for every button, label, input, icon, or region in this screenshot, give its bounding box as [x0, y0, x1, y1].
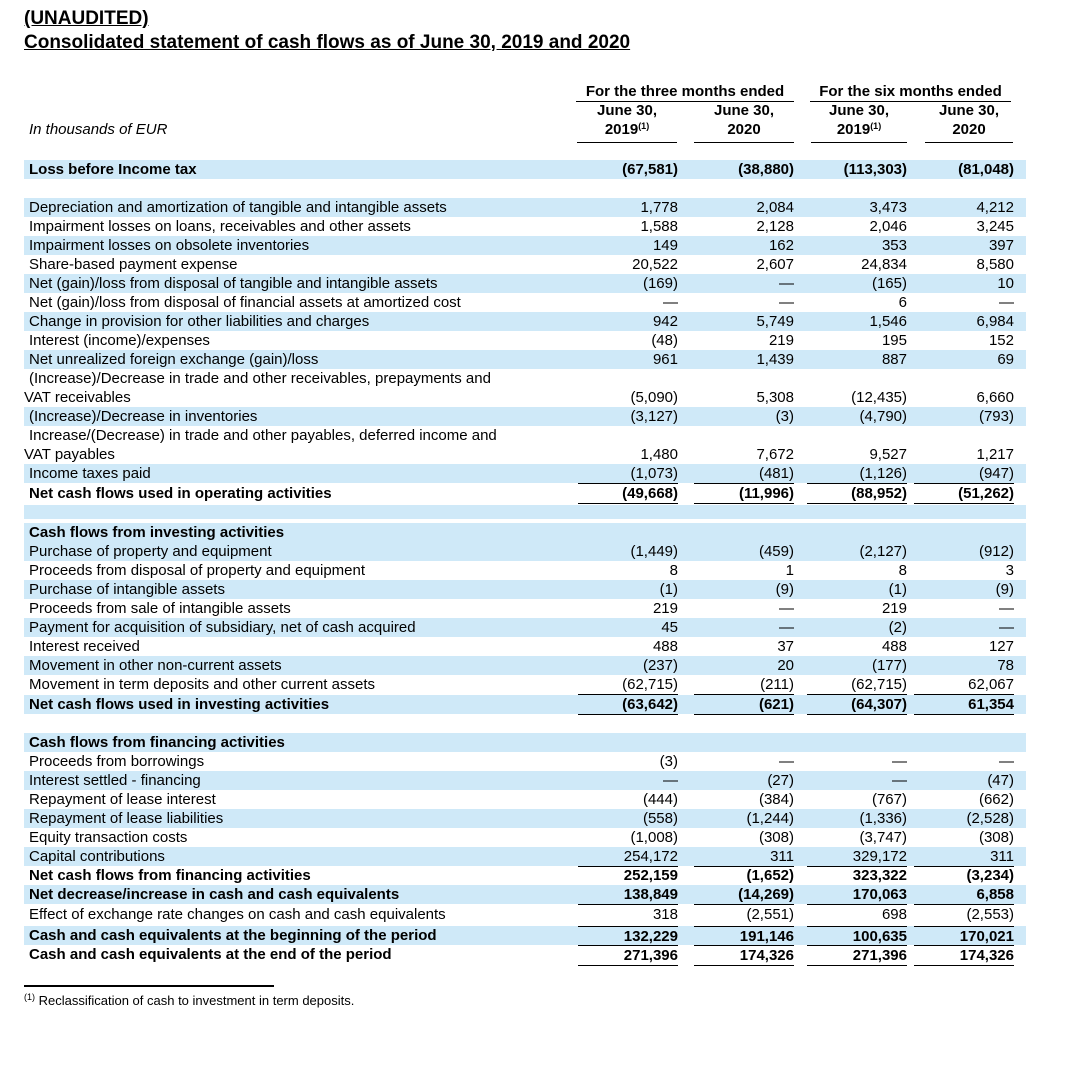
column-header-line1: June 30,: [828, 102, 890, 119]
row-label-line2: VAT payables: [24, 446, 115, 463]
table-row: [24, 828, 1026, 847]
table-cell: 271,396: [578, 945, 678, 966]
table-cell: (947): [914, 464, 1014, 484]
table-cell: (3,234): [914, 866, 1014, 886]
table-cell: 37: [777, 638, 794, 655]
table-cell: (165): [871, 275, 907, 292]
table-cell: (169): [642, 275, 678, 292]
table-cell: 6: [898, 294, 907, 311]
row-label: Net decrease/increase in cash and cash equivalents: [29, 886, 400, 903]
statement-title: Consolidated statement of cash flows as of June 30, 2019 and 2020: [24, 32, 631, 53]
row-label: Proceeds from borrowings: [29, 753, 205, 770]
table-cell: 170,063: [807, 885, 907, 905]
table-cell: 887: [881, 351, 907, 368]
table-cell: (51,262): [914, 484, 1014, 504]
table-row: [24, 656, 1026, 675]
footnote: [24, 993, 354, 1008]
table-cell: 6,660: [976, 389, 1014, 406]
row-label: Net unrealized foreign exchange (gain)/loss: [29, 351, 319, 368]
table-cell: 329,172: [807, 847, 907, 867]
table-cell: (793): [978, 408, 1014, 425]
row-label: Movement in term deposits and other current assets: [29, 676, 375, 693]
row-label: [24, 369, 491, 407]
table-row: [24, 217, 1026, 236]
table-cell: 62,067: [914, 675, 1014, 695]
table-cell: 149: [652, 237, 678, 254]
column-header-h1-2019: [811, 101, 907, 143]
table-cell: 698: [881, 906, 907, 923]
table-cell: 219: [768, 332, 794, 349]
column-header-h1-2020: [925, 101, 1013, 143]
table-row: [24, 926, 1026, 945]
table-cell: 162: [768, 237, 794, 254]
row-label-line2: VAT receivables: [24, 389, 131, 406]
table-cell: (9): [775, 581, 794, 598]
table-cell: 45: [661, 619, 678, 636]
row-label: Net cash flows used in operating activities: [29, 485, 332, 502]
table-cell: 252,159: [578, 866, 678, 886]
table-cell: 254,172: [578, 847, 678, 867]
table-row: [24, 464, 1026, 483]
table-cell: 323,322: [807, 866, 907, 886]
row-label: Cash and cash equivalents at the beginning of the period: [29, 927, 437, 944]
table-cell: —: [779, 753, 794, 770]
table-row: [24, 350, 1026, 369]
table-cell: (3,747): [859, 829, 907, 846]
table-cell: (88,952): [807, 484, 907, 504]
table-cell: (2,553): [966, 906, 1014, 923]
table-cell: 3,473: [869, 199, 907, 216]
table-cell: (47): [987, 772, 1014, 789]
table-cell: 318: [652, 906, 678, 923]
row-label: Cash and cash equivalents at the end of the period: [29, 946, 392, 963]
row-label: Proceeds from sale of intangible assets: [29, 600, 291, 617]
table-row: [24, 599, 1026, 618]
row-label: Share-based payment expense: [29, 256, 238, 273]
table-cell: 9,527: [869, 446, 907, 463]
table-cell: (63,642): [578, 695, 678, 715]
table-row: [24, 293, 1026, 312]
footnote-separator: [24, 985, 274, 987]
table-cell: 1,439: [756, 351, 794, 368]
table-cell: (1): [888, 581, 907, 598]
footnote-text: Reclassification of cash to investment in term deposits.: [35, 993, 355, 1008]
row-label: Capital contributions: [29, 848, 165, 865]
row-label-line1: Increase/(Decrease) in trade and other payables, deferred income and: [29, 427, 497, 444]
row-label: Impairment losses on obsolete inventories: [29, 237, 310, 254]
table-cell: (308): [978, 829, 1014, 846]
table-cell: (662): [978, 791, 1014, 808]
table-cell: —: [779, 294, 794, 311]
table-cell: —: [892, 772, 907, 789]
table-cell: —: [999, 619, 1014, 636]
table-cell: 61,354: [914, 695, 1014, 715]
table-cell: —: [892, 753, 907, 770]
table-row: [24, 407, 1026, 426]
table-cell: —: [999, 294, 1014, 311]
table-row: [24, 733, 1026, 752]
table-cell: 24,834: [861, 256, 907, 273]
table-row: [24, 905, 1026, 924]
row-label: Income taxes paid: [29, 465, 151, 482]
table-cell: 5,308: [756, 389, 794, 406]
table-cell: (3): [775, 408, 794, 425]
table-row: [24, 484, 1026, 503]
row-label: [24, 426, 497, 464]
table-cell: (67,581): [622, 161, 678, 178]
table-cell: (459): [758, 543, 794, 560]
table-cell: (1,652): [694, 866, 794, 886]
table-cell: 170,021: [914, 926, 1014, 946]
table-cell: (384): [758, 791, 794, 808]
table-cell: 7,672: [756, 446, 794, 463]
table-cell: —: [663, 294, 678, 311]
row-label: Net cash flows used in investing activities: [29, 696, 330, 713]
spacer: [24, 179, 1026, 187]
table-cell: (211): [694, 675, 794, 695]
table-cell: 10: [997, 275, 1014, 292]
row-label: Movement in other non-current assets: [29, 657, 282, 674]
table-cell: (2,551): [746, 906, 794, 923]
table-row: [24, 790, 1026, 809]
table-row: [24, 274, 1026, 293]
row-label: (Increase)/Decrease in inventories: [29, 408, 258, 425]
column-header-line1: June 30,: [713, 102, 775, 119]
table-cell: 1,588: [640, 218, 678, 235]
table-cell: (237): [642, 657, 678, 674]
row-label: Cash flows from investing activities: [29, 524, 285, 541]
table-cell: (48): [651, 332, 678, 349]
table-cell: 78: [997, 657, 1014, 674]
table-row: [24, 695, 1026, 714]
table-row: [24, 523, 1026, 542]
row-label: Payment for acquisition of subsidiary, net of cash acquired: [29, 619, 416, 636]
table-row: [24, 255, 1026, 274]
table-cell: 1,778: [640, 199, 678, 216]
table-row: [24, 771, 1026, 790]
table-cell: 1,217: [976, 446, 1014, 463]
table-cell: 271,396: [807, 945, 907, 966]
table-cell: 1,546: [869, 313, 907, 330]
table-cell: (1,449): [630, 543, 678, 560]
table-cell: 4,212: [976, 199, 1014, 216]
table-cell: 2,046: [869, 218, 907, 235]
table-row: [24, 198, 1026, 217]
column-header-q2-2019: [577, 101, 677, 143]
table-cell: 8: [898, 562, 907, 579]
table-cell: 3,245: [976, 218, 1014, 235]
table-cell: (1,126): [807, 464, 907, 484]
table-cell: 488: [881, 638, 907, 655]
table-row: [24, 369, 1026, 407]
table-row: [24, 637, 1026, 656]
table-cell: (11,996): [694, 484, 794, 504]
table-row: [24, 618, 1026, 637]
spacer: [24, 505, 1026, 519]
table-cell: 20: [777, 657, 794, 674]
row-label: Net (gain)/loss from disposal of financial assets at amortized cost: [29, 294, 461, 311]
table-cell: 219: [881, 600, 907, 617]
table-row: [24, 752, 1026, 771]
table-cell: (64,307): [807, 695, 907, 715]
row-label: Equity transaction costs: [29, 829, 188, 846]
table-cell: (62,715): [578, 675, 678, 695]
table-cell: (62,715): [807, 675, 907, 695]
table-cell: (1,008): [630, 829, 678, 846]
table-cell: 20,522: [632, 256, 678, 273]
column-header-line1: June 30,: [596, 102, 658, 119]
column-header-line1: June 30,: [938, 102, 1000, 119]
table-row: [24, 809, 1026, 828]
table-cell: 8,580: [976, 256, 1014, 273]
table-cell: —: [999, 753, 1014, 770]
table-cell: —: [779, 600, 794, 617]
row-label: Interest settled - financing: [29, 772, 201, 789]
table-cell: 1: [785, 562, 794, 579]
table-cell: 1,480: [640, 446, 678, 463]
table-cell: 132,229: [578, 926, 678, 946]
column-header-note: (1): [638, 121, 650, 131]
table-row: [24, 160, 1026, 179]
table-row: [24, 675, 1026, 694]
table-cell: 195: [881, 332, 907, 349]
table-cell: (49,668): [578, 484, 678, 504]
table-cell: 311: [694, 847, 794, 867]
table-cell: 174,326: [694, 945, 794, 966]
row-label: Cash flows from financing activities: [29, 734, 285, 751]
row-label: Interest (income)/expenses: [29, 332, 210, 349]
table-cell: (2,127): [859, 543, 907, 560]
table-cell: —: [779, 619, 794, 636]
table-cell: 138,849: [578, 885, 678, 905]
table-cell: 69: [997, 351, 1014, 368]
table-cell: (9): [995, 581, 1014, 598]
row-label: Net (gain)/loss from disposal of tangible and intangible assets: [29, 275, 438, 292]
table-cell: 174,326: [914, 945, 1014, 966]
row-label: Impairment losses on loans, receivables and other assets: [29, 218, 411, 235]
table-cell: 5,749: [756, 313, 794, 330]
table-row: [24, 236, 1026, 255]
table-row: [24, 885, 1026, 904]
table-cell: 3: [1005, 562, 1014, 579]
table-cell: (767): [871, 791, 907, 808]
table-cell: 8: [669, 562, 678, 579]
table-row: [24, 542, 1026, 561]
table-cell: 2,607: [756, 256, 794, 273]
table-row: [24, 866, 1026, 885]
table-cell: (621): [694, 695, 794, 715]
table-cell: (27): [767, 772, 794, 789]
table-row: [24, 580, 1026, 599]
table-row: [24, 426, 1026, 464]
table-cell: (5,090): [630, 389, 678, 406]
table-cell: 2,128: [756, 218, 794, 235]
row-label: Proceeds from disposal of property and equipment: [29, 562, 366, 579]
table-cell: (1,073): [578, 464, 678, 484]
table-cell: (2,528): [966, 810, 1014, 827]
table-cell: 961: [652, 351, 678, 368]
table-cell: 397: [988, 237, 1014, 254]
column-header-line2: 2020: [727, 121, 761, 138]
statement-status: (UNAUDITED): [24, 8, 149, 29]
table-row: [24, 312, 1026, 331]
table-cell: (308): [758, 829, 794, 846]
table-cell: 311: [914, 847, 1014, 867]
column-header-note: (1): [870, 121, 882, 131]
column-header-line2: 2019: [604, 121, 639, 138]
table-cell: 488: [652, 638, 678, 655]
row-label: Depreciation and amortization of tangible and intangible assets: [29, 199, 447, 216]
table-cell: 127: [988, 638, 1014, 655]
table-cell: —: [999, 600, 1014, 617]
row-label: Repayment of lease interest: [29, 791, 216, 808]
column-header-line2: 2019: [836, 121, 871, 138]
table-cell: (1): [659, 581, 678, 598]
table-cell: (38,880): [738, 161, 794, 178]
table-cell: 100,635: [807, 926, 907, 946]
table-cell: (4,790): [859, 408, 907, 425]
row-label: Effect of exchange rate changes on cash and cash equivalents: [29, 906, 446, 923]
table-cell: 6,858: [914, 885, 1014, 905]
table-cell: (1,336): [859, 810, 907, 827]
table-cell: 6,984: [976, 313, 1014, 330]
table-cell: —: [663, 772, 678, 789]
table-row: [24, 331, 1026, 350]
table-cell: 942: [652, 313, 678, 330]
table-cell: (3,127): [630, 408, 678, 425]
spacer: [24, 715, 1026, 729]
column-group-three-months: For the three months ended: [576, 83, 794, 102]
table-cell: (81,048): [958, 161, 1014, 178]
table-cell: (444): [642, 791, 678, 808]
table-row: [24, 561, 1026, 580]
table-cell: (912): [978, 543, 1014, 560]
row-label: Repayment of lease liabilities: [29, 810, 224, 827]
table-cell: 191,146: [694, 926, 794, 946]
table-cell: (481): [694, 464, 794, 484]
table-cell: (558): [642, 810, 678, 827]
table-row: [24, 847, 1026, 866]
table-row: [24, 945, 1026, 964]
table-cell: (177): [871, 657, 907, 674]
row-label-line1: (Increase)/Decrease in trade and other receivables, prepayments and: [29, 370, 491, 387]
table-cell: (113,303): [843, 161, 907, 178]
row-label: Change in provision for other liabilities and charges: [29, 313, 370, 330]
table-cell: 152: [988, 332, 1014, 349]
unit-label: In thousands of EUR: [29, 121, 168, 138]
table-cell: (3): [659, 753, 678, 770]
row-label: Loss before Income tax: [29, 161, 197, 178]
column-group-six-months: For the six months ended: [810, 83, 1011, 102]
table-cell: 353: [881, 237, 907, 254]
column-header-line2: 2020: [952, 121, 986, 138]
table-cell: (1,244): [746, 810, 794, 827]
table-cell: 2,084: [756, 199, 794, 216]
row-label: Purchase of property and equipment: [29, 543, 272, 560]
table-cell: 219: [652, 600, 678, 617]
row-label: Purchase of intangible assets: [29, 581, 225, 598]
row-label: Net cash flows from financing activities: [29, 867, 311, 884]
column-header-q2-2020: [694, 101, 794, 143]
table-cell: (12,435): [851, 389, 907, 406]
table-cell: (14,269): [694, 885, 794, 905]
row-label: Interest received: [29, 638, 140, 655]
table-cell: —: [779, 275, 794, 292]
footnote-marker: (1): [24, 992, 35, 1002]
table-cell: (2): [888, 619, 907, 636]
